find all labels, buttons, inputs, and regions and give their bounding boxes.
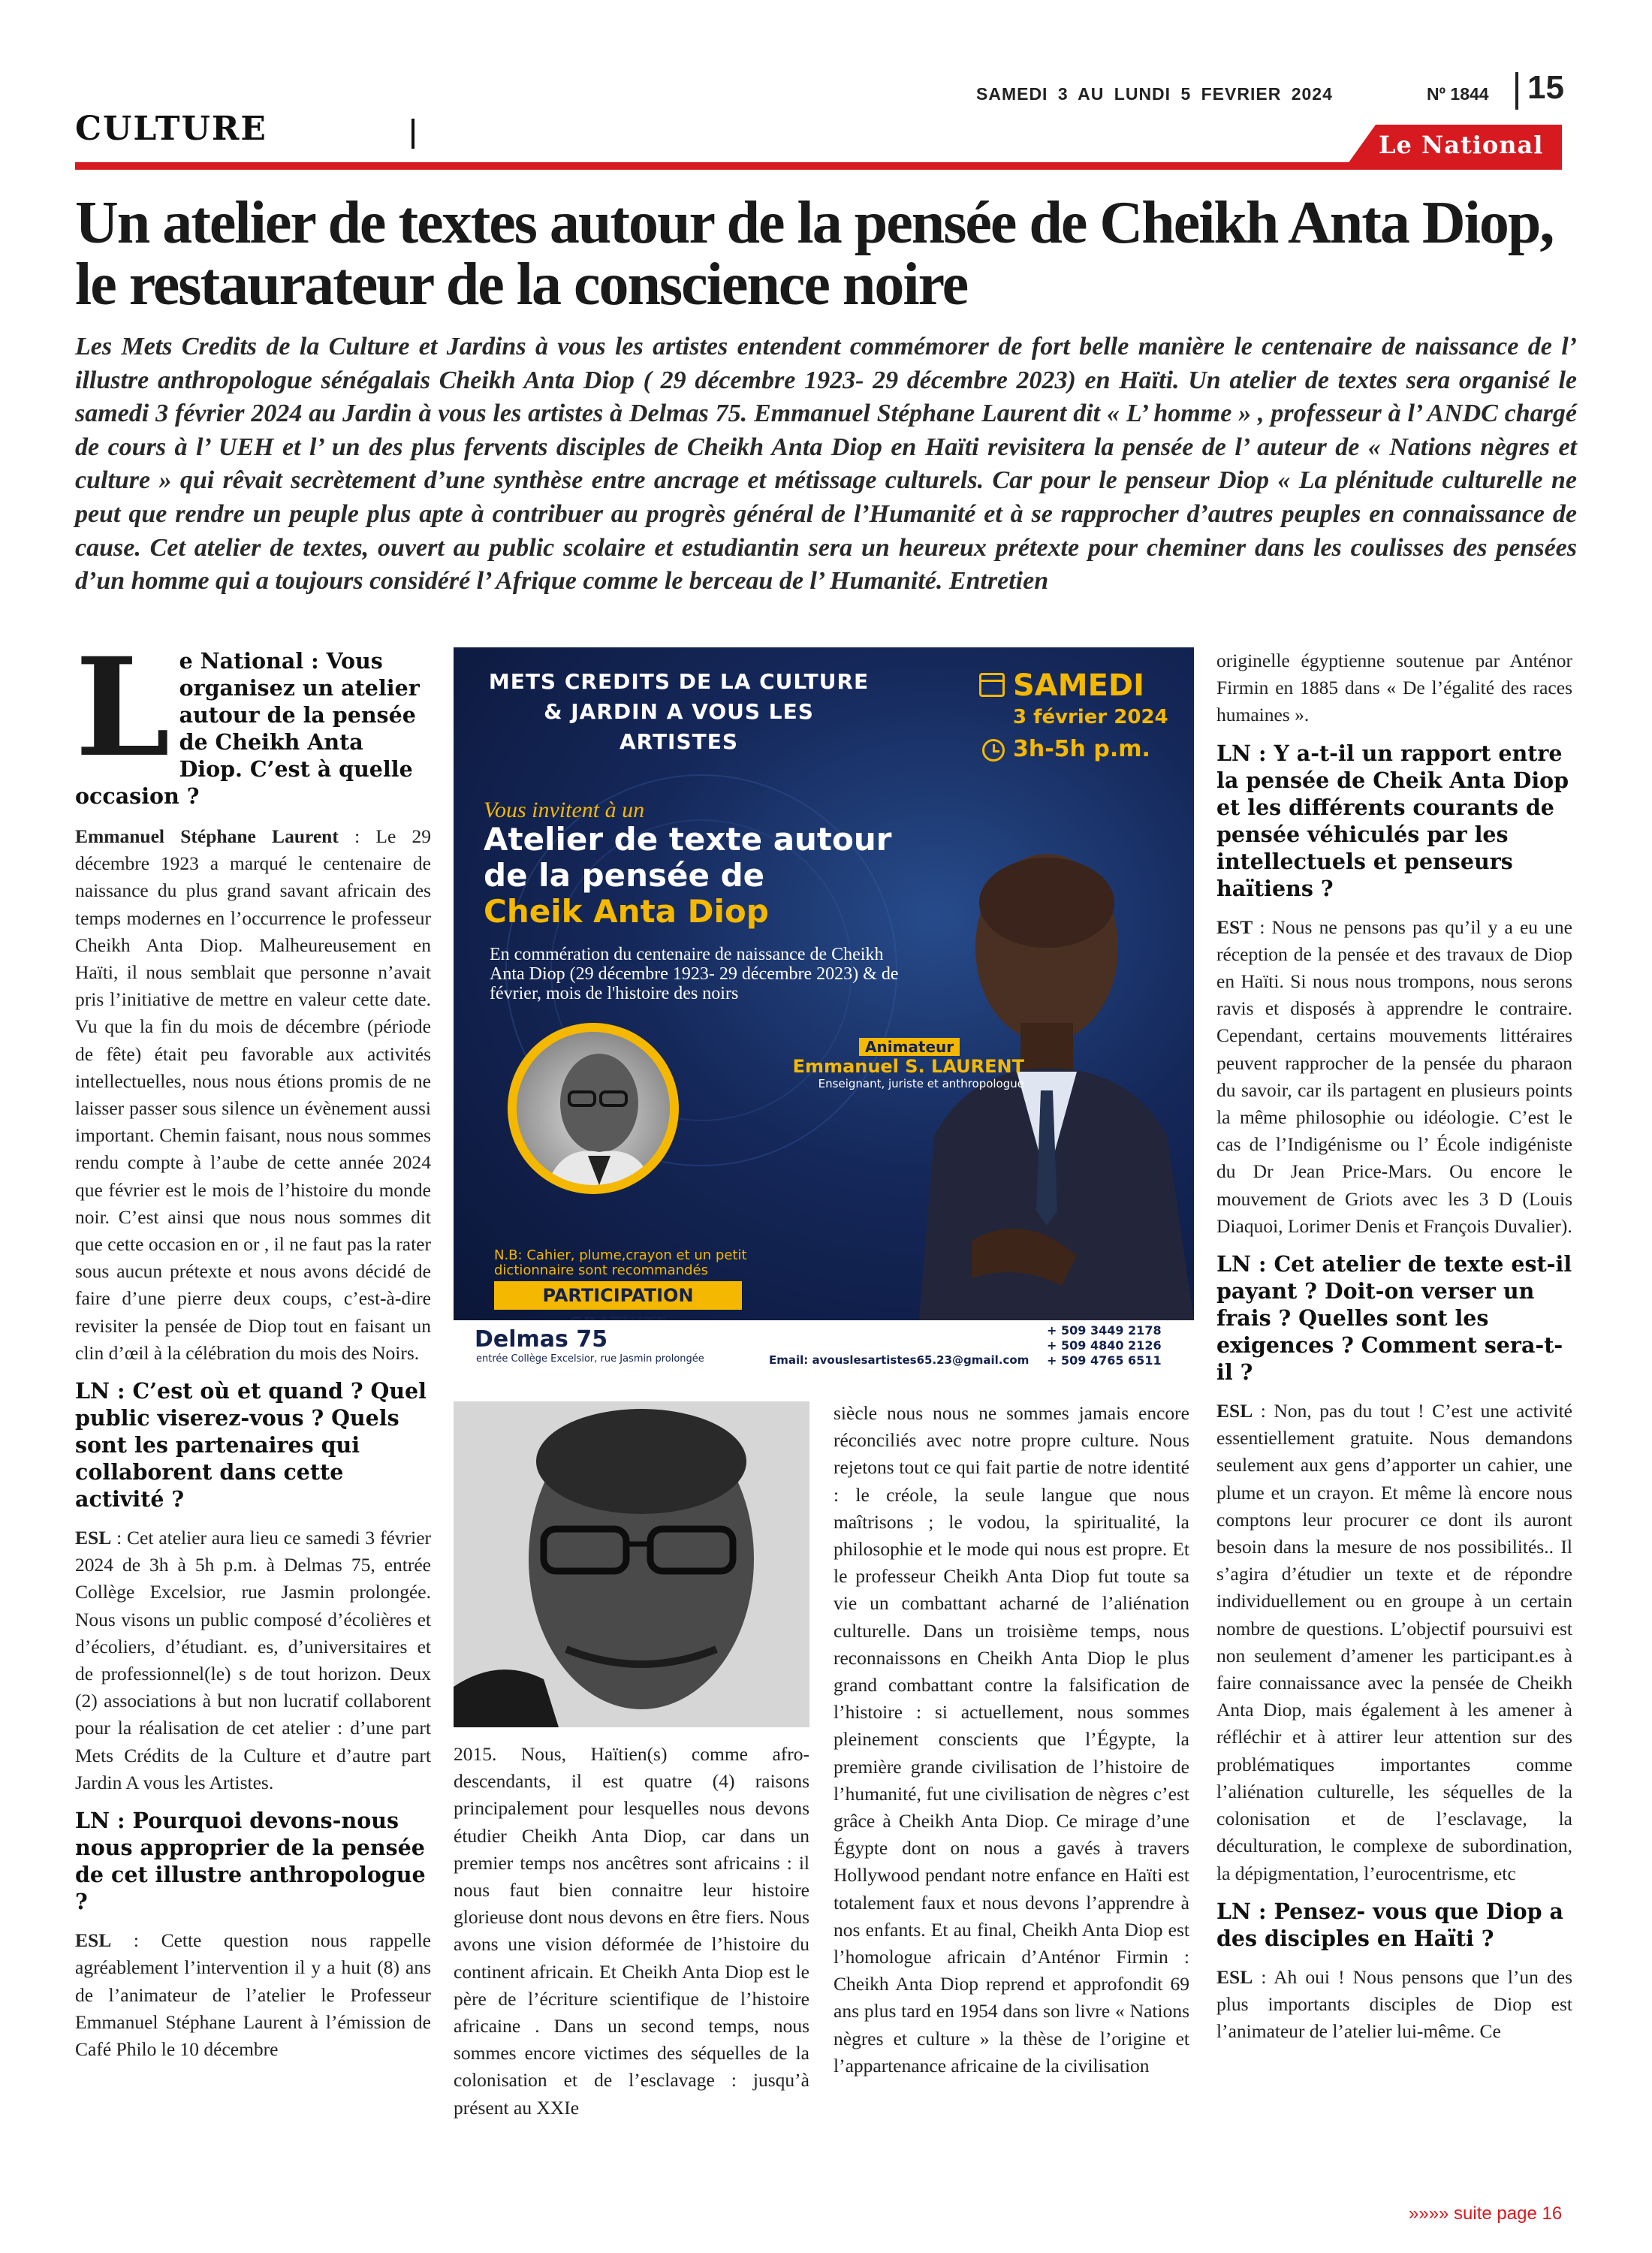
- interview-answer-2: [75, 1525, 431, 1796]
- poster-footer: [454, 1320, 1194, 1407]
- drop-cap: L: [75, 629, 170, 787]
- clock-icon: [982, 739, 1005, 762]
- interview-answer-1: [75, 823, 431, 1367]
- section-title: CULTURE: [75, 110, 267, 148]
- answer-text: : Cet atelier aura lieu ce samedi 3 février 2024 de 3h à 5h p.m. à Delmas 75, entrée Collège Excelsior, rue Jasmin prolongée. Nous visons un public composé d’écolières et d’écoliers, d’étudiant. es, d’universitaires et de professionnel(le) s de tout horizon. Deux (2) associations à but non lucratif collaborent pour la réalisation de cet atelier : d’une part Mets Crédits de la Culture et d’autre part Jardin A vous les Artistes.: [75, 1527, 431, 1793]
- article-paragraph: 2015. Nous, Haïtien(s) comme afro-descendants, il est quatre (4) raisons principalement pour lesquelles nous devons étudier Cheikh Anta Diop, car dans un premier temps nos ancêtres sont africains : il nous faut bien connaitre leur histoire glorieuse dont nous devons en être fiers. Nous avons une vision déformée de l’histoire du continent africain. Et Cheikh Anta Diop est le père de l’écriture scientifique de l’histoire africaine . Dans un second temps, nous sommes encore victimes des séquelles de la colonisation et de l’esclavage : jusqu’à présent au XXIe: [454, 1743, 809, 2119]
- poster-venue: Delmas 75: [475, 1326, 608, 1353]
- issue-date: SAMEDI 3 AU LUNDI 5 FEVRIER 2024: [976, 84, 1333, 104]
- poster-time: 3h-5h p.m.: [1013, 736, 1150, 762]
- interview-question-2: LN : C’est où et quand ? Quel public viserez-vous ? Quels sont les partenaires qui collaborent dans cette activité ?: [75, 1378, 427, 1513]
- speaker-name: ESL: [1216, 1965, 1253, 1988]
- phone-number: + 509 4840 2126: [1047, 1338, 1162, 1353]
- poster-note: N.B: Cahier, plume,crayon et un petit dictionnaire sont recommandés: [494, 1247, 747, 1278]
- interview-question-1: [75, 629, 431, 810]
- article-column-2: [454, 1741, 809, 2132]
- interview-answer-4: [1216, 914, 1572, 1240]
- article-paragraph: originelle égyptienne soutenue par Anténor Firmin en 1885 dans « De l’égalité des races humaines ».: [1216, 650, 1572, 726]
- speaker-name: EST: [1216, 915, 1253, 938]
- header-rule: [75, 162, 1562, 170]
- continued-link[interactable]: »»»» suite page 16: [1409, 2203, 1563, 2224]
- interview-question-6: LN : Pensez- vous que Diop a des disciples en Haïti ?: [1216, 1898, 1563, 1951]
- poster-invite: Vous invitent à un: [484, 798, 645, 822]
- animateur-role: Enseignant, juriste et anthropologue: [818, 1077, 1024, 1090]
- poster-commemoration: En commération du centenaire de naissance de Cheikh Anta Diop (29 décembre 1923- 29 décembre 2023) & de février, mois de l'histoire des noirs: [490, 945, 899, 1003]
- speaker-name: ESL: [75, 1929, 112, 1952]
- article-column-1: [75, 629, 432, 2074]
- phone-number: + 509 3449 2178: [1047, 1323, 1162, 1338]
- poster-date: 3 février 2024: [1013, 706, 1168, 728]
- poster-title-line: de la pensée de: [484, 857, 765, 894]
- speaker-name: ESL: [1216, 1400, 1253, 1422]
- animateur-name: Emmanuel S. LAURENT: [792, 1056, 1024, 1077]
- speaker-name: Emmanuel Stéphane Laurent: [75, 825, 339, 847]
- diop-photo: [454, 1401, 809, 1727]
- article-column-3: [834, 1400, 1189, 2090]
- lead-paragraph: Les Mets Credits de la Culture et Jardins à vous les artistes entendent commémorer de fort belle manière le centenaire de naissance de l’ illustre anthropologue sénégalais Cheikh Anta Diop ( 29 décembre 1923- 29 décembre 2023) en Haïti. Un atelier de textes sera organisé le samedi 3 février 2024 au Jardin à vous les artistes à Delmas 75. Emmanuel Stéphane Laurent dit « L’ homme » , professeur à l’ ANDC chargé de cours à l’ UEH et l’ un des plus fervents disciples de Cheikh Anta Diop en Haïti revisitera la pensée de l’ auteur de « Nations nègres et culture » qui rêvait secrètement d’une synthèse entre ancrage et métissage culturels. Car pour le penseur Diop « La plénitude culturelle ne peut que rendre un peuple plus apte à contribuer au progrès général de l’Humanité et à se rapprocher d’autres peuples en connaissance de cause. Cet atelier de textes, ouvert au public scolaire et estudiantin sera un heureux prétexte pour cheminer dans les coulisses des pensées d’un homme qui a toujours considéré l’ Afrique comme le berceau de l’ Humanité. Entretien: [75, 333, 1577, 596]
- phone-number: + 509 4765 6511: [1047, 1353, 1162, 1368]
- portrait-illustration: [517, 1032, 670, 1185]
- interview-answer-3: [75, 1927, 431, 2063]
- poster-email: Email: avouslesartistes65.23@gmail.com: [769, 1353, 1029, 1367]
- interview-question-5: LN : Cet atelier de texte est-il payant ? Doit-on verser un frais ? Quelles sont les exigences ? Comment sera-t-il ?: [1216, 1251, 1572, 1386]
- interview-answer-5: [1216, 1398, 1572, 1887]
- poster-title-line: Atelier de texte autour: [484, 821, 892, 858]
- page-number: 15: [1527, 69, 1564, 106]
- answer-text: : Cette question nous rappelle agréablement l’intervention il y a huit (8) ans de l’animateur de l’atelier le Professeur Emmanuel Stéphane Laurent à l’émission de Café Philo le 10 décembre: [75, 1929, 431, 2060]
- question-text: e National : Vous organisez un atelier autour de la pensée de Cheikh Anta Diop. C’est à quelle occasion ?: [75, 648, 420, 809]
- interview-question-4: LN : Y a-t-il un rapport entre la pensée de Cheik Anta Diop et les différents courants de pensée véhiculés par les intellectuels et penseurs haïtiens ?: [1216, 740, 1569, 901]
- portrait-medallion: [508, 1023, 679, 1194]
- article-paragraph: siècle nous nous ne sommes jamais encore réconciliés avec notre propre culture. Nous rejetons tout ce qui fait partie de notre identité : le créole, la seule langue que nous maîtrisons ; le vodou, la spiritualité, la philosophie et le mode qui nous est propre. Et le professeur Cheikh Anta Diop fut toute sa vie un combattant acharné de l’aliénation culturelle. Dans un troisième temps, nous reconnaissons en Cheikh Anta Diop le plus grand combattant contre la falsification de l’histoire : si actuellement, nous sommes pleinement conscients que l’Égypte, la première grande civilisation de l’histoire de l’humanité, fut une civilisation de nègres c’est grâce à Cheikh Anta Diop. Ce mirage d’une Égypte dont on nous a gavés à travers Hollywood pendant notre enfance en Haïti est totalement faux et nous devons l’apprendre à nos enfants. Et au final, Cheikh Anta Diop est l’homologue africain d’Anténor Firmin : Cheikh Anta Diop reprend et approfondit 69 ans plus tard en 1954 dans son livre « Nations nègres et culture » la thèse de l’origine et l’appartenance africaine de la civilisation: [834, 1402, 1189, 2077]
- answer-text: : Ah oui ! Nous pensons que l’un des plus importants disciples de Diop est l’animateur de l’atelier lui-même. Ce: [1216, 1965, 1572, 2043]
- poster-title-highlight: Cheik Anta Diop: [484, 893, 769, 930]
- diop-portrait: [517, 1032, 670, 1185]
- answer-text: : Le 29 décembre 1923 a marqué le centenaire de naissance du plus grand savant africain des temps modernes en l’occurrence le professeur Cheikh Anta Diop. Malheureusement en Haïti, il nous semblait que personne n’avait pris l’initiative de mettre en valeur cette date. Vu que la fin du mois de décembre (période de fête) était peu favorable aux activités intellectuelles, nous nous étions promis de ne laisser passer sous silence un évènement aussi important. Chemin faisant, nous nous sommes rendu compte à l’aube de cette année 2024 que février est le mois de l’histoire du monde noir. C’est ainsi que nous nous sommes dit que cette occasion en or , il ne faut pas la rater sous aucun prétexte et nous avons décidé de faire d’une pierre deux coups, c’est-à-dire revisiter la pensée de Diop tout en faisant un clin d’œil à la célébration du mois des Noirs.: [75, 825, 432, 1364]
- poster-title: [484, 822, 904, 930]
- interview-question-3: LN : Pourquoi devons-nous nous approprier de la pensée de cet illustre anthropologue ?: [75, 1808, 426, 1915]
- issue-number: Nº 1844: [1427, 84, 1489, 104]
- diop-photo-illustration: [454, 1401, 809, 1727]
- interview-answer-6: [1216, 1964, 1572, 2046]
- newspaper-name: Le National: [1379, 131, 1544, 159]
- answer-text: : Non, pas du tout ! C’est une activité essentiellement gratuite. Nous demandons seulement aux gens d’apporter un cahier, une plume et un crayon. Et même là encore nous comptons leur procurer ce dont ils auront besoin dans la mesure de nos possibilités.. Il s’agira d’étudier un texte et de répondre individuellement ou en groupe à un certain nombre de questions. L’objectif poursuivi est non seulement d’amener les participant.es à faire connaissance avec la pensée de Cheikh Anta Diop, mais également à les amener à réfléchir et à attirer leur attention sur des problématiques importantes comme l’aliénation culturelle, les séquelles de la colonisation et de l’esclavage, la déculturation, le complexe de subordination, la dépigmentation, l’eurocentrisme, etc: [1216, 1400, 1572, 1884]
- animateur-label: Animateur: [859, 1038, 960, 1056]
- participation-badge: PARTICIPATION: [494, 1281, 742, 1310]
- speaker-name: ESL: [75, 1527, 112, 1549]
- answer-text: : Nous ne pensons pas qu’il y a eu une réception de la pensée et des travaux de Diop en Haïti. Si nous nous trompons, nous serons ravis et disposés à apprendre le contraire. Cependant, certains mouvements littéraires peuvent rapprocher de la pensée du pharaon du savoir, car ils partagent en plusieurs points la même philosophie ou idéologie. C’est le cas de l’Indigénisme ou l’ École indigéniste du Dr Jean Price-Mars. Ou encore le mouvement de Griots avec les 3 D (Louis Diaquoi, Lorimer Denis et François Duvalier).: [1216, 915, 1572, 1237]
- article-column-4: [1216, 647, 1572, 2055]
- poster-day: SAMEDI: [1013, 668, 1144, 703]
- headline: Un atelier de textes autour de la pensée de Cheikh Anta Diop, le restaurateur de la conscience noire: [75, 190, 1554, 318]
- calendar-icon: [979, 673, 1005, 697]
- event-poster: [454, 647, 1194, 1407]
- section-divider: [411, 119, 415, 149]
- poster-address: entrée Collège Excelsior, rue Jasmin prolongée: [476, 1353, 704, 1365]
- header-divider: [1515, 72, 1518, 110]
- poster-organizers: METS CREDITS DE LA CULTURE & JARDIN A VOUS LES ARTISTES: [488, 669, 870, 754]
- poster-phones: [1047, 1323, 1162, 1368]
